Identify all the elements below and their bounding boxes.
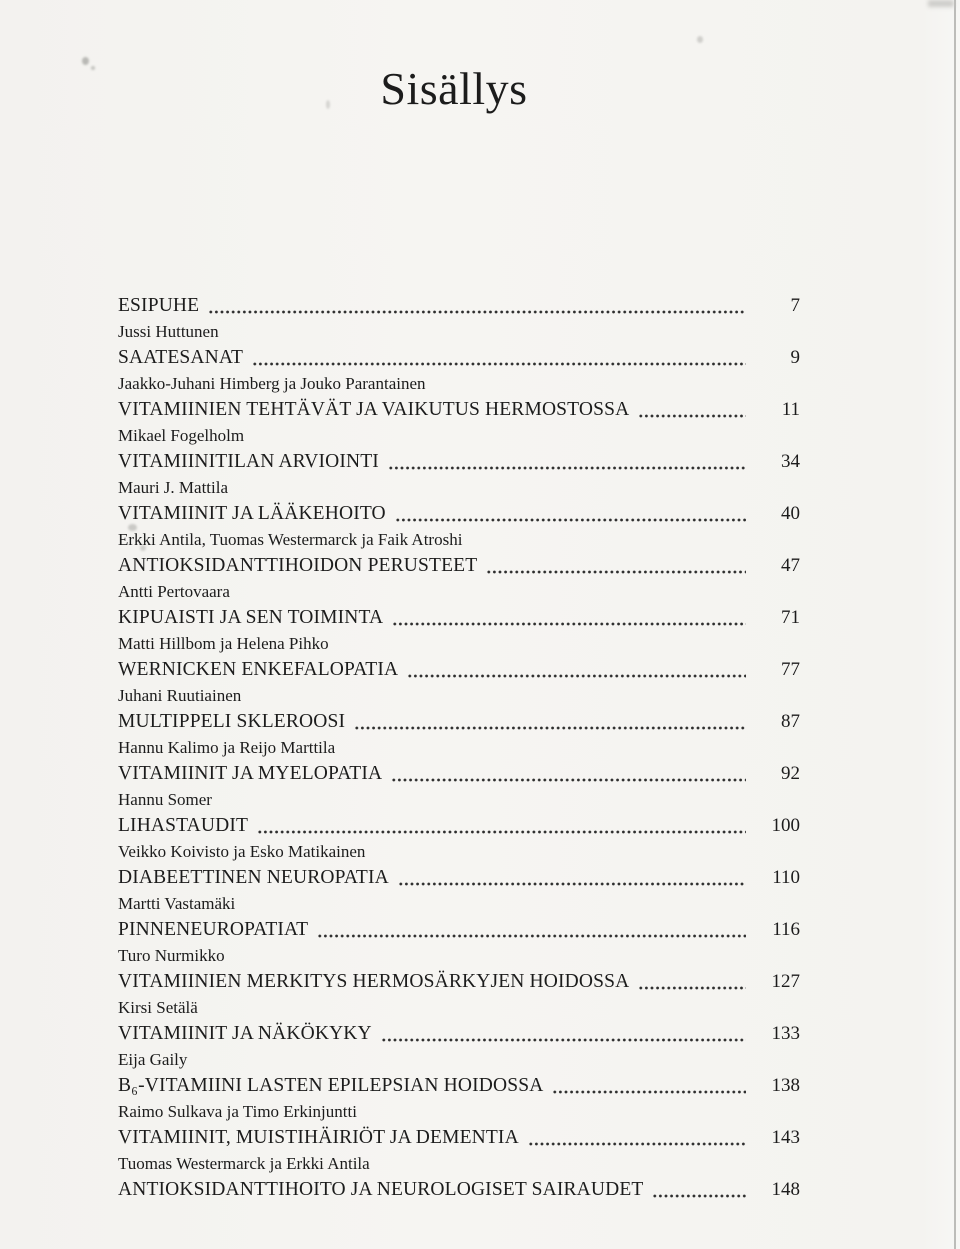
dotted-leader: [407, 673, 746, 679]
dotted-leader: [388, 465, 746, 471]
toc-entry: [118, 1047, 800, 1099]
author-line: Tuomas Westermarck ja Erkki Antila: [118, 1154, 370, 1173]
toc-entry: [118, 631, 800, 683]
chapter-title: ANTIOKSIDANTTIHOIDON PERUSTEET: [118, 555, 478, 576]
dotted-leader: [392, 621, 746, 627]
page-number: 40: [781, 503, 800, 524]
toc-entry: [118, 293, 800, 319]
page-number: 34: [781, 451, 800, 472]
title-row: [118, 449, 800, 475]
title-row: [118, 969, 800, 995]
dotted-leader: [398, 881, 746, 887]
title-row: [118, 345, 800, 371]
dotted-leader: [486, 569, 746, 575]
toc-entry: [118, 787, 800, 839]
toc-entry: [118, 371, 800, 423]
author-line: Juhani Ruutiainen: [118, 686, 242, 705]
page-number: 47: [781, 555, 800, 576]
toc-entry: [118, 995, 800, 1047]
title-row: [118, 761, 800, 787]
page-edge-shadow: [954, 0, 956, 1249]
author-line: Matti Hillbom ja Helena Pihko: [118, 634, 329, 653]
page-number: 92: [781, 763, 800, 784]
toc-entry: [118, 319, 800, 371]
chapter-title: LIHASTAUDIT: [118, 815, 249, 836]
title-row: [118, 1125, 800, 1151]
title-row: [118, 501, 800, 527]
dotted-leader: [317, 933, 746, 939]
toc-entry: [118, 891, 800, 943]
page-number: 71: [781, 607, 800, 628]
dotted-leader: [528, 1141, 746, 1147]
title-row: [118, 605, 800, 631]
toc-entry: [118, 527, 800, 579]
scan-artifact: [928, 0, 954, 7]
page-number: 87: [781, 711, 800, 732]
toc-entry: [118, 1151, 800, 1203]
page-number: 110: [772, 867, 800, 888]
scan-artifact: [82, 57, 89, 65]
author-line: Hannu Somer: [118, 790, 212, 809]
toc-entry: [118, 943, 800, 995]
chapter-title: MULTIPPELI SKLEROOSI: [118, 711, 346, 732]
title-row: [118, 657, 800, 683]
toc-entry: [118, 735, 800, 787]
page-number: 100: [771, 815, 800, 836]
title-row: [118, 1073, 800, 1099]
dotted-leader: [552, 1089, 746, 1095]
title-row: [118, 709, 800, 735]
chapter-title: SAATESANAT: [118, 347, 244, 368]
author-line: Erkki Antila, Tuomas Westermarck ja Faik Atroshi: [118, 530, 463, 549]
dotted-leader: [381, 1037, 746, 1043]
page-number: 116: [772, 919, 800, 940]
scan-artifact: [91, 66, 95, 70]
page-number: 148: [771, 1179, 800, 1200]
author-line: Jussi Huttunen: [118, 322, 219, 341]
dotted-leader: [252, 361, 746, 367]
author-line: Jaakko-Juhani Himberg ja Jouko Parantainen: [118, 374, 426, 393]
author-line: Antti Pertovaara: [118, 582, 230, 601]
title-row: [118, 1021, 800, 1047]
page-number: 138: [771, 1075, 800, 1096]
dotted-leader: [395, 517, 746, 523]
chapter-title: VITAMIINITILAN ARVIOINTI: [118, 451, 379, 472]
chapter-title: B₆-VITAMIINI LASTEN EPILEPSIAN HOIDOSSA: [118, 1075, 544, 1096]
scan-artifact: [140, 545, 146, 551]
title-row: [118, 865, 800, 891]
chapter-title: DIABEETTINEN NEUROPATIA: [118, 867, 389, 888]
toc-entry: [118, 475, 800, 527]
chapter-title: VITAMIINIT JA LÄÄKEHOITO: [118, 503, 386, 524]
chapter-title: PINNENEUROPATIAT: [118, 919, 309, 940]
chapter-title: KIPUAISTI JA SEN TOIMINTA: [118, 607, 384, 628]
page-number: 77: [781, 659, 800, 680]
dotted-leader: [354, 725, 746, 731]
author-line: Veikko Koivisto ja Esko Matikainen: [118, 842, 366, 861]
title-row: [118, 293, 800, 319]
author-line: Martti Vastamäki: [118, 894, 236, 913]
author-line: Kirsi Setälä: [118, 998, 198, 1017]
title-row: [118, 813, 800, 839]
scan-artifact: [326, 100, 330, 109]
chapter-title: VITAMIINIT JA MYELOPATIA: [118, 763, 383, 784]
page-number: 11: [781, 399, 800, 420]
dotted-leader: [391, 777, 746, 783]
chapter-title: VITAMIINIEN TEHTÄVÄT JA VAIKUTUS HERMOSTOSSA: [118, 399, 630, 420]
chapter-title: ANTIOKSIDANTTIHOITO JA NEUROLOGISET SAIRAUDET: [118, 1179, 644, 1200]
scan-artifact: [697, 36, 703, 43]
toc-list: [118, 293, 800, 1203]
title-row: [118, 397, 800, 423]
author-line: Mauri J. Mattila: [118, 478, 229, 497]
page-number: 133: [771, 1023, 800, 1044]
page-title: Sisällys: [380, 63, 528, 114]
author-line: Mikael Fogelholm: [118, 426, 245, 445]
toc-entry: [118, 579, 800, 631]
chapter-title: VITAMIINIEN MERKITYS HERMOSÄRKYJEN HOIDOSSA: [118, 971, 630, 992]
dotted-leader: [638, 985, 746, 991]
page-number: 9: [790, 347, 800, 368]
chapter-title: WERNICKEN ENKEFALOPATIA: [118, 659, 399, 680]
scan-artifact: [128, 524, 137, 531]
author-line: Eija Gaily: [118, 1050, 188, 1069]
dotted-leader: [208, 309, 746, 315]
toc-entry: [118, 423, 800, 475]
page-number: 143: [771, 1127, 800, 1148]
author-line: Turo Nurmikko: [118, 946, 225, 965]
chapter-title: VITAMIINIT JA NÄKÖKYKY: [118, 1023, 372, 1044]
page-number: 127: [771, 971, 800, 992]
dotted-leader: [257, 829, 746, 835]
title-row: [118, 553, 800, 579]
title-row: [118, 1177, 800, 1203]
toc-entry: [118, 839, 800, 891]
toc-entry: [118, 683, 800, 735]
dotted-leader: [638, 413, 746, 419]
page-number: 7: [790, 295, 800, 316]
dotted-leader: [652, 1193, 746, 1199]
author-line: Hannu Kalimo ja Reijo Marttila: [118, 738, 336, 757]
chapter-title: ESIPUHE: [118, 295, 200, 316]
toc-entry: [118, 1099, 800, 1151]
title-row: [118, 917, 800, 943]
chapter-title: VITAMIINIT, MUISTIHÄIRIÖT JA DEMENTIA: [118, 1127, 519, 1148]
author-line: Raimo Sulkava ja Timo Erkinjuntti: [118, 1102, 357, 1121]
